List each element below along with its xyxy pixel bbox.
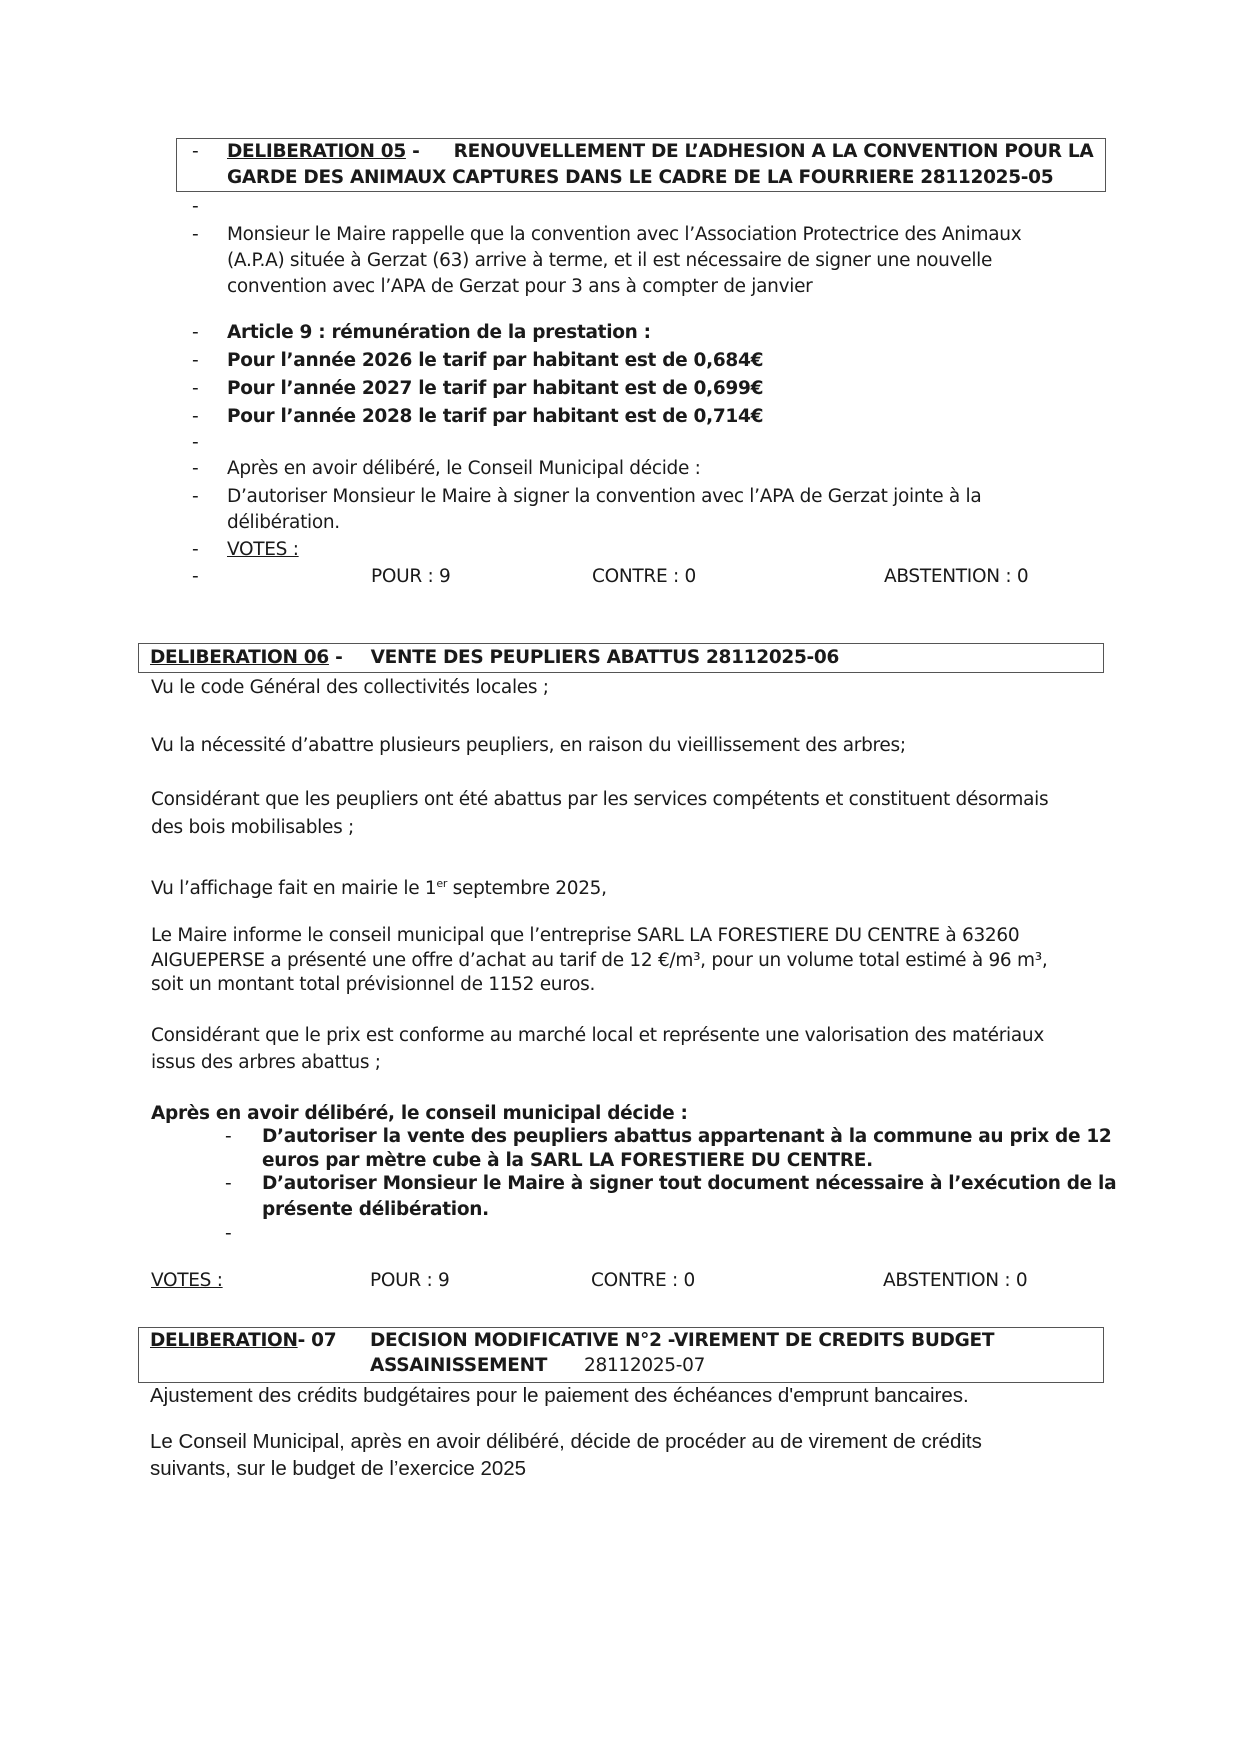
- delib07-title-line2b: 28112025-07: [584, 1355, 706, 1376]
- delib06-p4: Vu l’affichage fait en mairie le 1er septembre 2025,: [151, 877, 607, 900]
- delib07-p2-1: Le Conseil Municipal, après en avoir délibéré, décide de procéder au de virement de crédits: [150, 1430, 982, 1453]
- delib06-pour: POUR : 9: [370, 1270, 450, 1291]
- bullet: -: [192, 378, 199, 399]
- delib06-decision-1: D’autoriser la vente des peupliers abattus appartenant à la commune au prix de 12: [262, 1126, 1112, 1147]
- delib06-p1: Vu le code Général des collectivités locales ;: [151, 677, 549, 698]
- delib06-label: DELIBERATION 06: [150, 647, 329, 668]
- bullet: -: [192, 432, 199, 453]
- bullet: -: [192, 486, 199, 507]
- delib05-title-line2: GARDE DES ANIMAUX CAPTURES DANS LE CADRE DE LA FOURRIERE 28112025-05: [227, 167, 1054, 188]
- delib05-votes-label: VOTES :: [227, 539, 299, 560]
- delib07-title-line2a: ASSAINISSEMENT: [370, 1355, 548, 1376]
- bullet: -: [192, 322, 199, 343]
- delib07-title-line1: DECISION MODIFICATIVE N°2 -VIREMENT DE CREDITS BUDGET: [370, 1330, 995, 1351]
- delib05-decision-2: délibération.: [227, 512, 340, 533]
- delib07-title: DELIBERATION- 07: [150, 1330, 337, 1351]
- delib06-p5-2: AIGUEPERSE a présenté une offre d’achat au tarif de 12 €/m³, pour un volume total estimé à 96 m³,: [151, 950, 1048, 971]
- delib06-p5-3: soit un montant total prévisionnel de 1152 euros.: [151, 974, 596, 995]
- delib06-decision-3: D’autoriser Monsieur le Maire à signer tout document nécessaire à l’exécution de la: [262, 1173, 1117, 1194]
- delib06-decision-2: euros par mètre cube à la SARL LA FORESTIERE DU CENTRE.: [262, 1150, 873, 1171]
- delib06-p3-1: Considérant que les peupliers ont été abattus par les services compétents et constituent désormais: [151, 789, 1049, 810]
- bullet: -: [225, 1223, 232, 1244]
- delib07-p1: Ajustement des crédits budgétaires pour le paiement des échéances d'emprunt bancaires.: [150, 1384, 969, 1407]
- bullet: -: [192, 224, 199, 245]
- delib05-article: Article 9 : rémunération de la prestation :: [227, 322, 651, 343]
- delib06-contre: CONTRE : 0: [591, 1270, 695, 1291]
- delib05-decision-1: D’autoriser Monsieur le Maire à signer la convention avec l’APA de Gerzat jointe à la: [227, 486, 982, 507]
- delib05-intro-2: (A.P.A) située à Gerzat (63) arrive à terme, et il est nécessaire de signer une nouvelle: [227, 250, 993, 271]
- delib06-p3-2: des bois mobilisables ;: [151, 817, 354, 838]
- bullet: -: [192, 458, 199, 479]
- delib07-label: DELIBERATION: [150, 1330, 298, 1351]
- delib05-title: DELIBERATION 05 - RENOUVELLEMENT DE L’ADHESION A LA CONVENTION POUR LA: [227, 141, 1094, 162]
- delib06-decision-4: présente délibération.: [262, 1199, 489, 1220]
- bullet: -: [192, 566, 199, 587]
- delib05-intro-3: convention avec l’APA de Gerzat pour 3 ans à compter de janvier: [227, 276, 813, 297]
- bullet: -: [192, 406, 199, 427]
- bullet: -: [225, 1126, 232, 1147]
- delib05-abstention: ABSTENTION : 0: [884, 566, 1029, 587]
- delib06-p2: Vu la nécessité d’abattre plusieurs peupliers, en raison du vieillissement des arbres;: [151, 735, 906, 756]
- bullet: -: [192, 350, 199, 371]
- bullet: -: [192, 196, 199, 217]
- bullet: -: [192, 141, 199, 162]
- bullet: -: [225, 1173, 232, 1194]
- delib06-p6-2: issus des arbres abattus ;: [151, 1052, 381, 1073]
- delib06-decision-intro: Après en avoir délibéré, le conseil municipal décide :: [151, 1103, 688, 1124]
- delib06-p5-1: Le Maire informe le conseil municipal que l’entreprise SARL LA FORESTIERE DU CENTRE à 63260: [151, 925, 1020, 946]
- delib05-tarif-2027: Pour l’année 2027 le tarif par habitant est de 0,699€: [227, 378, 764, 399]
- delib05-tarif-2026: Pour l’année 2026 le tarif par habitant est de 0,684€: [227, 350, 764, 371]
- delib07-p2-2: suivants, sur le budget de l’exercice 2025: [150, 1457, 527, 1480]
- bullet: -: [192, 539, 199, 560]
- delib05-tarif-2028: Pour l’année 2028 le tarif par habitant est de 0,714€: [227, 406, 764, 427]
- delib05-label: DELIBERATION 05: [227, 141, 406, 162]
- delib05-decision-intro: Après en avoir délibéré, le Conseil Municipal décide :: [227, 458, 701, 479]
- delib06-p6-1: Considérant que le prix est conforme au marché local et représente une valorisation des matériaux: [151, 1025, 1045, 1046]
- delib06-abstention: ABSTENTION : 0: [883, 1270, 1028, 1291]
- delib06-title: DELIBERATION 06 - VENTE DES PEUPLIERS ABATTUS 28112025-06: [150, 647, 840, 668]
- delib05-intro-1: Monsieur le Maire rappelle que la convention avec l’Association Protectrice des Animaux: [227, 224, 1022, 245]
- delib05-contre: CONTRE : 0: [592, 566, 696, 587]
- delib05-pour: POUR : 9: [371, 566, 451, 587]
- delib06-votes-label: VOTES :: [151, 1270, 223, 1291]
